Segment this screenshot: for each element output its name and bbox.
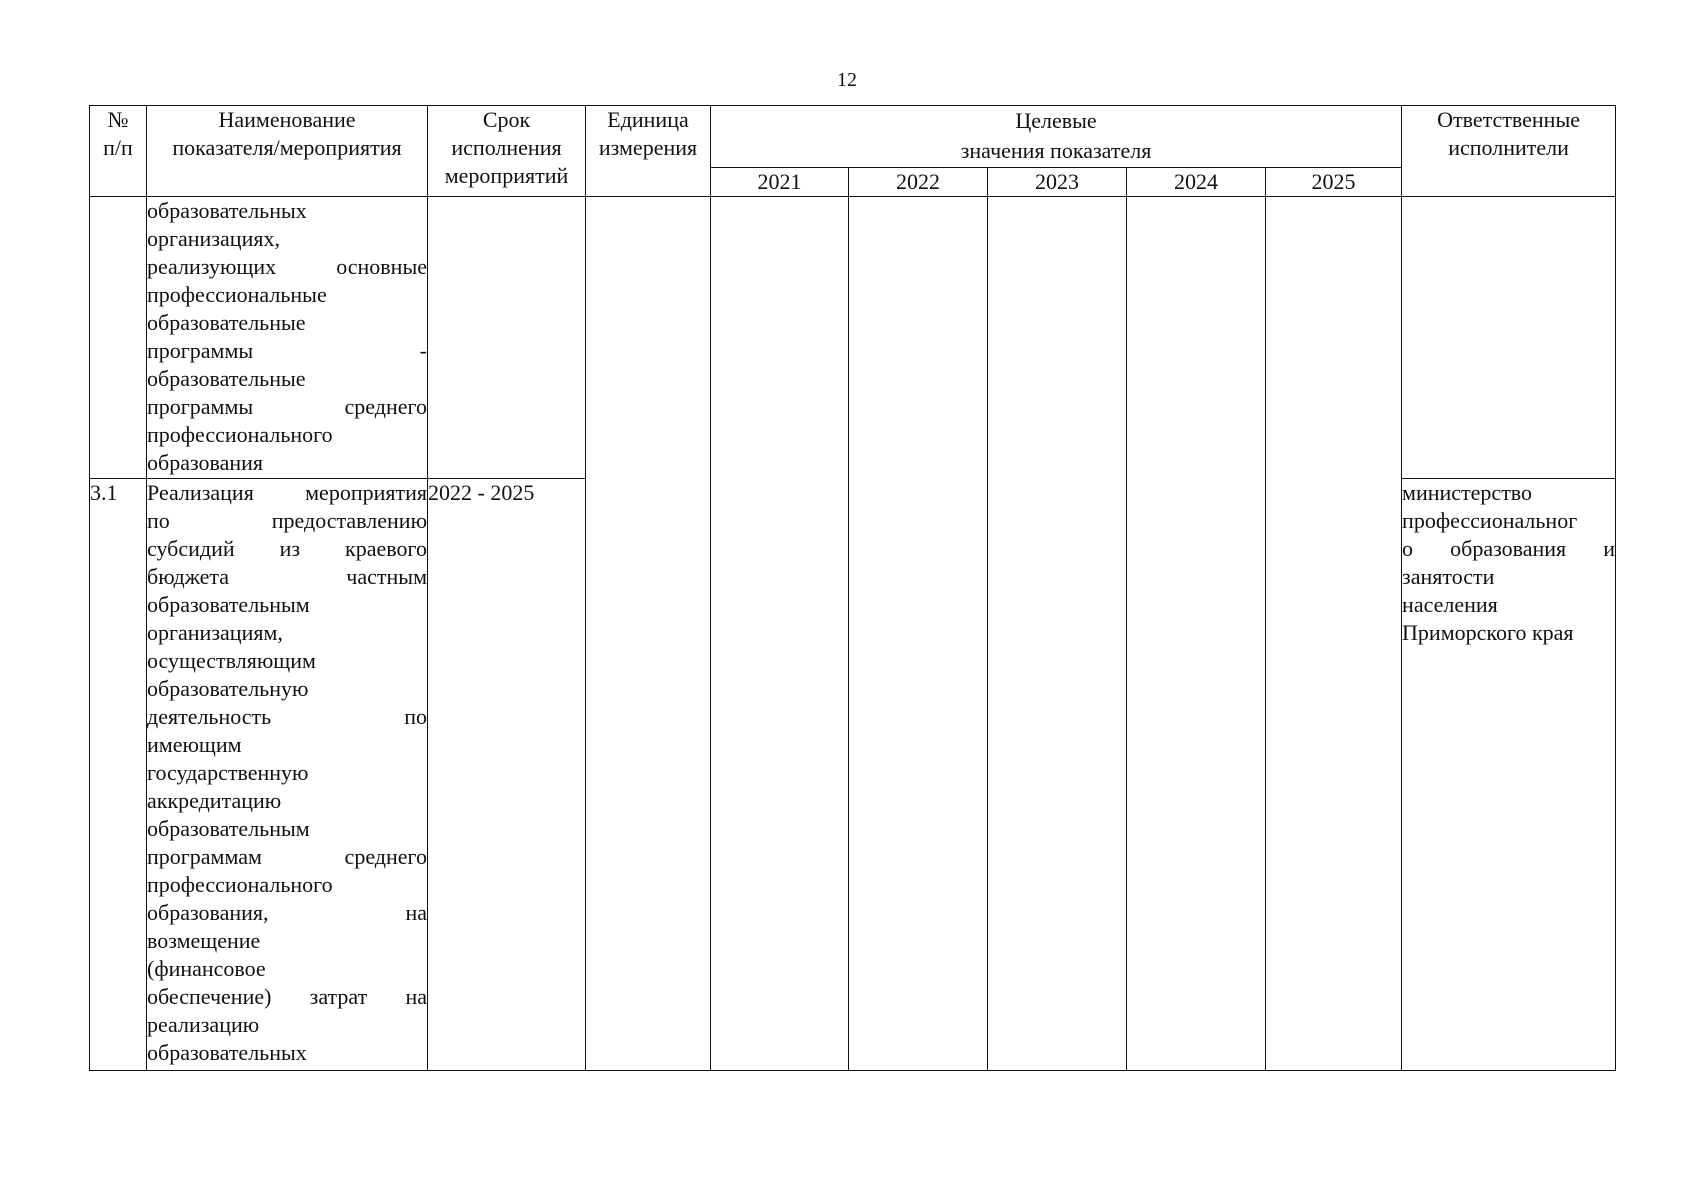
row-number: 3.1	[90, 479, 147, 1071]
table-row	[90, 197, 1616, 479]
indicator-name: образовательных организациях, реализующих основные профессиональные образовательные программы - образовательные программы среднего профессионального образования	[147, 197, 428, 479]
value-2025-cell	[1266, 197, 1402, 1071]
header-year-2025: 2025	[1266, 168, 1402, 197]
page-number: 12	[837, 69, 857, 91]
row-number	[90, 197, 147, 479]
value-2022-cell	[849, 197, 988, 1071]
value-2024-cell	[1127, 197, 1266, 1071]
activity-name: Реализация мероприятия по предоставлению субсидий из краевого бюджета частным образовательным организациям, осуществляющим образовательную деятельность по имеющим государственную аккредитацию образовательным программам среднего профессионального образования, на возмещение (финансовое обеспечение) затрат на реализацию образовательных	[147, 479, 428, 1071]
header-year-2024: 2024	[1127, 168, 1266, 197]
value-2023-cell	[988, 197, 1127, 1071]
header-num: № п/п	[90, 106, 147, 197]
indicators-table	[89, 105, 1616, 1071]
header-term: Срок исполнения мероприятий	[428, 106, 586, 197]
responsible-cell	[1402, 197, 1616, 479]
header-target-values: Целевые значения показателя	[711, 106, 1402, 168]
header-year-2023: 2023	[988, 168, 1127, 197]
header-name: Наименование показателя/мероприятия	[147, 106, 428, 197]
header-year-2021: 2021	[711, 168, 849, 197]
responsible-cell: министерство профессиональног о образования и занятости населения Приморского края	[1402, 479, 1616, 1071]
header-year-2022: 2022	[849, 168, 988, 197]
header-unit: Единица измерения	[586, 106, 711, 197]
header-responsible: Ответственные исполнители	[1402, 106, 1616, 197]
term-cell	[428, 197, 586, 479]
value-2021-cell	[711, 197, 849, 1071]
term-cell: 2022 - 2025	[428, 479, 586, 1071]
unit-cell	[586, 197, 711, 1071]
